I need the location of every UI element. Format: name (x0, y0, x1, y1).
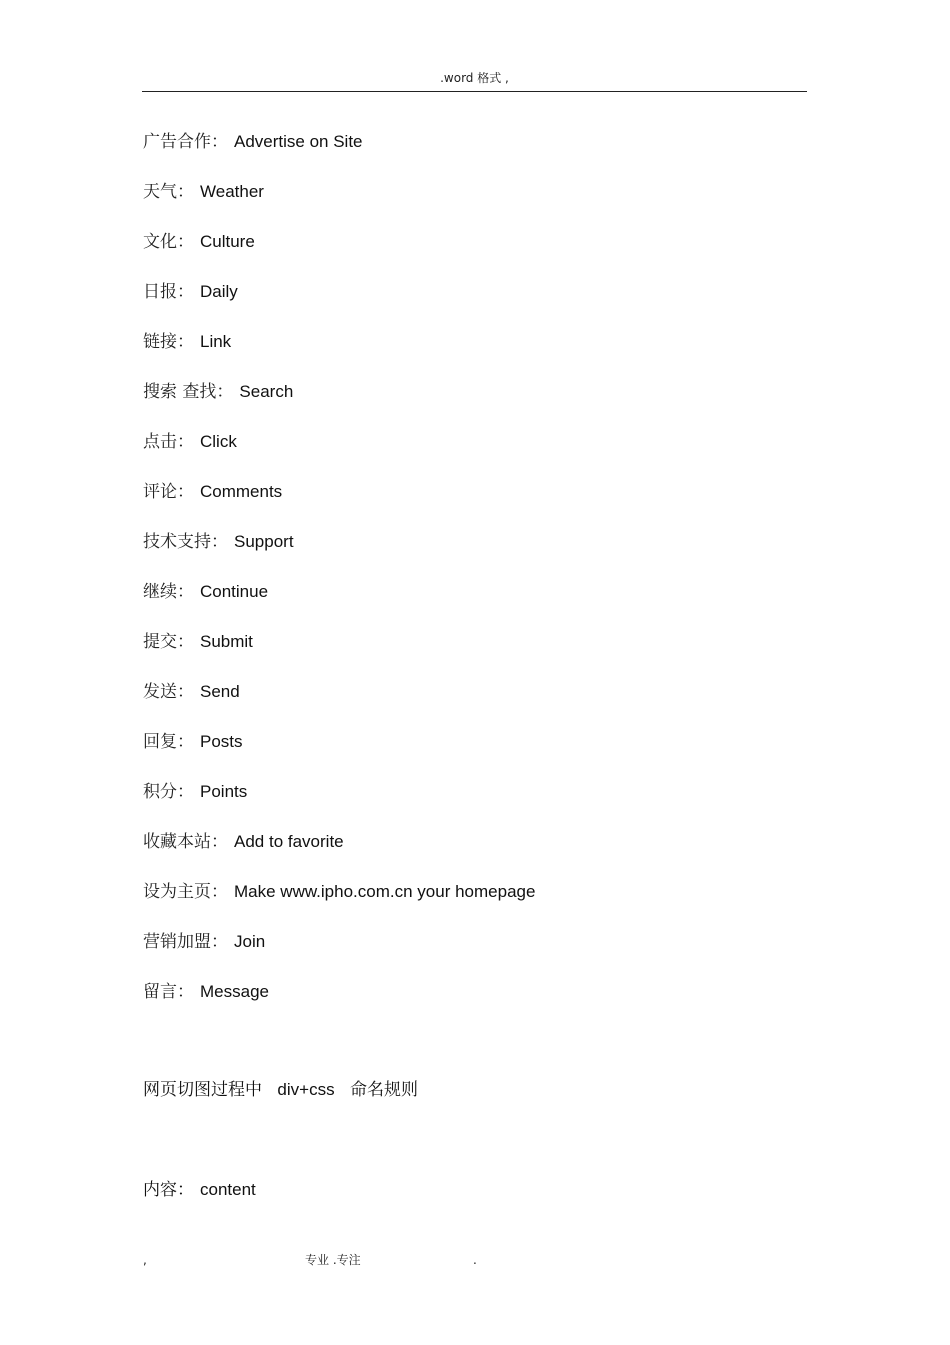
entry-english: Join (234, 932, 266, 951)
glossary-entry (143, 978, 803, 1028)
entry-english: Send (200, 682, 240, 701)
entry-chinese: 内容： (143, 1180, 194, 1200)
entry-chinese: 回复： (143, 732, 194, 752)
header-text: .word 格式 , (440, 71, 509, 85)
entry-english: Weather (200, 182, 264, 201)
entry-english: Posts (200, 732, 243, 751)
entry-english: Click (200, 432, 237, 451)
entry-english: Advertise on Site (234, 132, 363, 151)
entry-english: Message (200, 982, 269, 1001)
entry-english: Link (200, 332, 232, 351)
entry-english: Daily (200, 282, 238, 301)
glossary-entry (143, 928, 803, 978)
entry-chinese: 营销加盟： (143, 932, 228, 952)
glossary-entry (143, 428, 803, 478)
glossary-entry (143, 478, 803, 528)
glossary-entry (143, 178, 803, 228)
entry-english: Continue (200, 582, 269, 601)
entry-chinese: 搜索 查找： (143, 382, 234, 402)
glossary-entry (143, 578, 803, 628)
glossary-entry (143, 728, 803, 778)
entry-chinese: 技术支持： (143, 532, 228, 552)
entry-chinese: 收藏本站： (143, 832, 228, 852)
glossary-entry (143, 828, 803, 878)
glossary-entry (143, 778, 803, 828)
entry-english: content (200, 1180, 256, 1199)
glossary-entry (143, 328, 803, 378)
glossary-entry (143, 878, 803, 928)
section-heading-part3: 命名规则 (349, 1080, 418, 1100)
entry-english: Submit (200, 632, 253, 651)
entry-english: Make www.ipho.com.cn your homepage (234, 882, 536, 901)
entry-chinese: 评论： (143, 482, 194, 502)
glossary-entry (143, 128, 803, 178)
glossary-entry (143, 278, 803, 328)
entry-chinese: 广告合作： (143, 132, 228, 152)
section-heading-part1: 网页切图过程中 (143, 1080, 262, 1100)
entry-chinese: 设为主页： (143, 882, 228, 902)
entry-english: Support (234, 532, 294, 551)
glossary-list (143, 128, 803, 1028)
section-heading-part2: div+css (277, 1080, 335, 1099)
entry-chinese: 留言： (143, 982, 194, 1002)
section-heading (143, 1076, 418, 1104)
page-footer (143, 1250, 803, 1270)
glossary-entry (143, 528, 803, 578)
glossary-entry (143, 228, 803, 278)
glossary-entry (143, 378, 803, 428)
entry-english: Comments (200, 482, 283, 501)
entry-chinese: 积分： (143, 782, 194, 802)
entry-chinese: 点击： (143, 432, 194, 452)
glossary-entry (143, 628, 803, 678)
entry-chinese: 继续： (143, 582, 194, 602)
entry-chinese: 文化： (143, 232, 194, 252)
entry-chinese: 天气： (143, 182, 194, 202)
entry-chinese: 提交： (143, 632, 194, 652)
footer-text: 专业 .专注 (305, 1253, 361, 1267)
entry-english: Add to favorite (234, 832, 344, 851)
entry-chinese: 发送： (143, 682, 194, 702)
glossary-entry (143, 678, 803, 728)
footer-right-mark: . (473, 1253, 477, 1267)
content-entry (143, 1176, 256, 1204)
entry-chinese: 链接： (143, 332, 194, 352)
footer-left-mark: , (143, 1253, 147, 1267)
entry-english: Culture (200, 232, 255, 251)
entry-chinese: 日报： (143, 282, 194, 302)
page-header (142, 68, 807, 92)
entry-english: Search (239, 382, 294, 401)
entry-english: Points (200, 782, 248, 801)
